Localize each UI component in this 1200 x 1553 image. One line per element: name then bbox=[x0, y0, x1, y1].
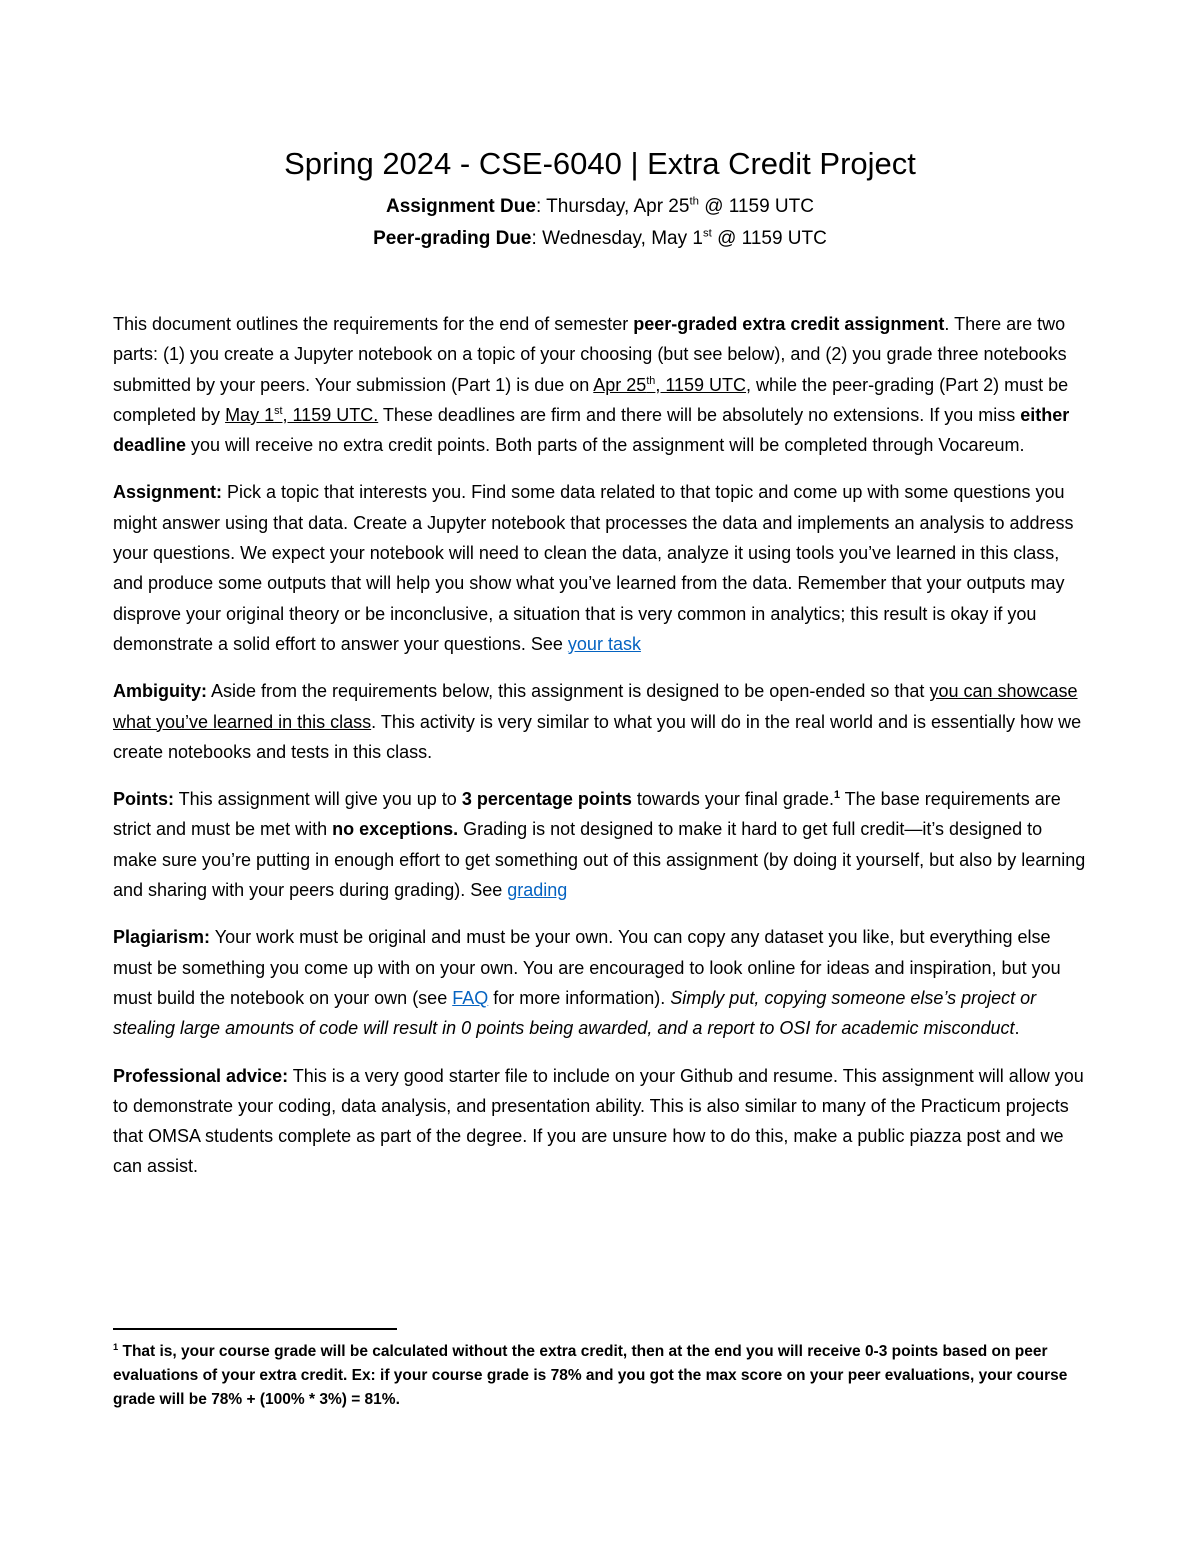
professional-advice-paragraph bbox=[113, 1061, 1091, 1182]
assignment-due-suffix: th bbox=[689, 195, 699, 208]
points-paragraph bbox=[113, 784, 1091, 905]
part2-deadline-suffix: st bbox=[274, 404, 283, 417]
assignment-paragraph bbox=[113, 477, 1091, 659]
points-bold-2: no exceptions. bbox=[332, 819, 459, 840]
peer-grading-due-label: Peer-grading Due bbox=[373, 228, 532, 249]
assignment-due-label: Assignment Due bbox=[386, 196, 536, 217]
peer-grading-due-suffix: st bbox=[702, 227, 712, 240]
plagiarism-italic: Simply put, copying someone else’s project or stealing large amounts of code will result in 0 points being awarded, and a report to OSI for academic misconduct bbox=[113, 987, 1037, 1039]
plagiarism-text-1: Your work must be original and must be your own. You can copy any dataset you like, but everything else must be something you come up with on your own. You are encouraged to look online for ideas and inspiration, but you must build the notebook on your own (see bbox=[113, 927, 1061, 1008]
document-body bbox=[113, 309, 1091, 1199]
points-text-1: This assignment will give you up to bbox=[174, 789, 462, 810]
ambiguity-paragraph bbox=[113, 676, 1091, 767]
ambiguity-text-2: . This activity is very similar to what you will do in the real world and is essentially how we create notebooks and tests in this class. bbox=[113, 711, 1082, 762]
part1-deadline-time: , 1159 UTC bbox=[655, 374, 747, 395]
intro-text-3: , while the peer-grading (Part 2) must be completed by bbox=[113, 374, 1069, 425]
part2-deadline bbox=[225, 405, 378, 425]
intro-bold-1: peer-graded extra credit assignment bbox=[633, 314, 945, 334]
assignment-label: Assignment: bbox=[113, 482, 223, 503]
part1-deadline-date: Apr 25 bbox=[593, 374, 647, 395]
assignment-text: Pick a topic that interests you. Find some data related to that topic and come up with some questions you might answer using that data. Create a Jupyter notebook that processes the data and implements an analysis to address your questions. We expect your notebook will need to clean the data, analyze it using tools you’ve learned in this class, and produce some outputs that will help you show what you’ve learned from the data. Remember that your outputs may disprove your original theory or be inconclusive, a situation that is very common in analytics; this result is okay if you demonstrate a solid effort to answer your questions. See bbox=[113, 482, 1074, 654]
points-text-2: towards your final grade. bbox=[631, 789, 834, 810]
peer-grading-due-sep: : bbox=[531, 228, 537, 249]
plagiarism-text-2: for more information). bbox=[488, 987, 671, 1008]
intro-paragraph bbox=[113, 309, 1091, 460]
footnote-text: That is, your course grade will be calculated without the extra credit, then at the end you will receive 0-3 points based on peer evaluations of your extra credit. Ex: if your course grade is 78% and you got the max score on your peer evaluations, your course grade will be 78% + (100% * 3%) = 81%. bbox=[113, 1343, 1068, 1408]
faq-link[interactable]: FAQ bbox=[452, 987, 489, 1008]
professional-advice-text: This is a very good starter file to include on your Github and resume. This assignment will allow you to demonstrate your coding, data analysis, and presentation ability. This is also similar to many of the Practicum projects that OMSA students complete as part of the degree. If you are unsure how to do this, make a public piazza post and we can assist. bbox=[113, 1065, 1084, 1177]
intro-text-1: This document outlines the requirements for the end of semester bbox=[113, 314, 634, 334]
footnote-number: 1 bbox=[113, 1341, 119, 1352]
grading-link[interactable]: grading bbox=[507, 880, 568, 901]
peer-grading-due-day: Wednesday, May 1 bbox=[542, 228, 703, 249]
assignment-due-sep: : bbox=[535, 196, 542, 217]
part1-deadline-suffix: th bbox=[646, 374, 656, 387]
part2-deadline-date: May 1 bbox=[225, 404, 275, 425]
peer-grading-due-time: @ 1159 UTC bbox=[711, 228, 827, 249]
assignment-due-time: @ 1159 UTC bbox=[698, 196, 814, 217]
footnote-separator bbox=[113, 1328, 397, 1330]
intro-text-2: . There are two parts: (1) you create a Jupyter notebook on a topic of your choosing (but see below), and (2) you grade three notebooks submitted by your peers. Your submission (Part 1) is due on bbox=[113, 314, 1067, 395]
points-bold-1: 3 percentage points bbox=[461, 789, 632, 810]
points-text-3: The base requirements are strict and must be met with bbox=[113, 789, 1061, 840]
assignment-due-day: Thursday, Apr 25 bbox=[546, 196, 690, 217]
plagiarism-paragraph bbox=[113, 922, 1091, 1043]
intro-bold-2: either deadline bbox=[113, 404, 1070, 456]
professional-advice-label: Professional advice: bbox=[113, 1065, 289, 1086]
your-task-link[interactable]: your task bbox=[567, 633, 641, 654]
intro-text-5: you will receive no extra credit points. Both parts of the assignment will be completed through Vocareum. bbox=[186, 435, 1025, 456]
plagiarism-label: Plagiarism: bbox=[113, 927, 211, 948]
part2-deadline-time: , 1159 UTC. bbox=[282, 404, 379, 425]
peer-grading-due-line bbox=[0, 225, 1200, 253]
assignment-due-line bbox=[0, 193, 1200, 221]
footnote bbox=[113, 1340, 1091, 1412]
intro-text-4: These deadlines are firm and there will be absolutely no extensions. If you miss bbox=[378, 404, 1021, 425]
ambiguity-text-1: Aside from the requirements below, this assignment is designed to be open-ended so that bbox=[207, 681, 930, 702]
points-label: Points: bbox=[113, 789, 174, 810]
page-title: Spring 2024 - CSE-6040 | Extra Credit Project bbox=[284, 146, 916, 181]
footnote-reference[interactable]: 1 bbox=[833, 789, 840, 802]
points-text-4: Grading is not designed to make it hard to get full credit—it’s designed to make sure you’re putting in enough effort to get something out of this assignment (by doing it yourself, but also by learning and sharing with your peers during grading). See bbox=[113, 819, 1086, 901]
ambiguity-label: Ambiguity: bbox=[113, 681, 207, 702]
plagiarism-text-3: . bbox=[1014, 1018, 1020, 1039]
ambiguity-underlined: you can showcase what you’ve learned in this class bbox=[113, 681, 1078, 732]
part1-deadline bbox=[593, 375, 746, 395]
